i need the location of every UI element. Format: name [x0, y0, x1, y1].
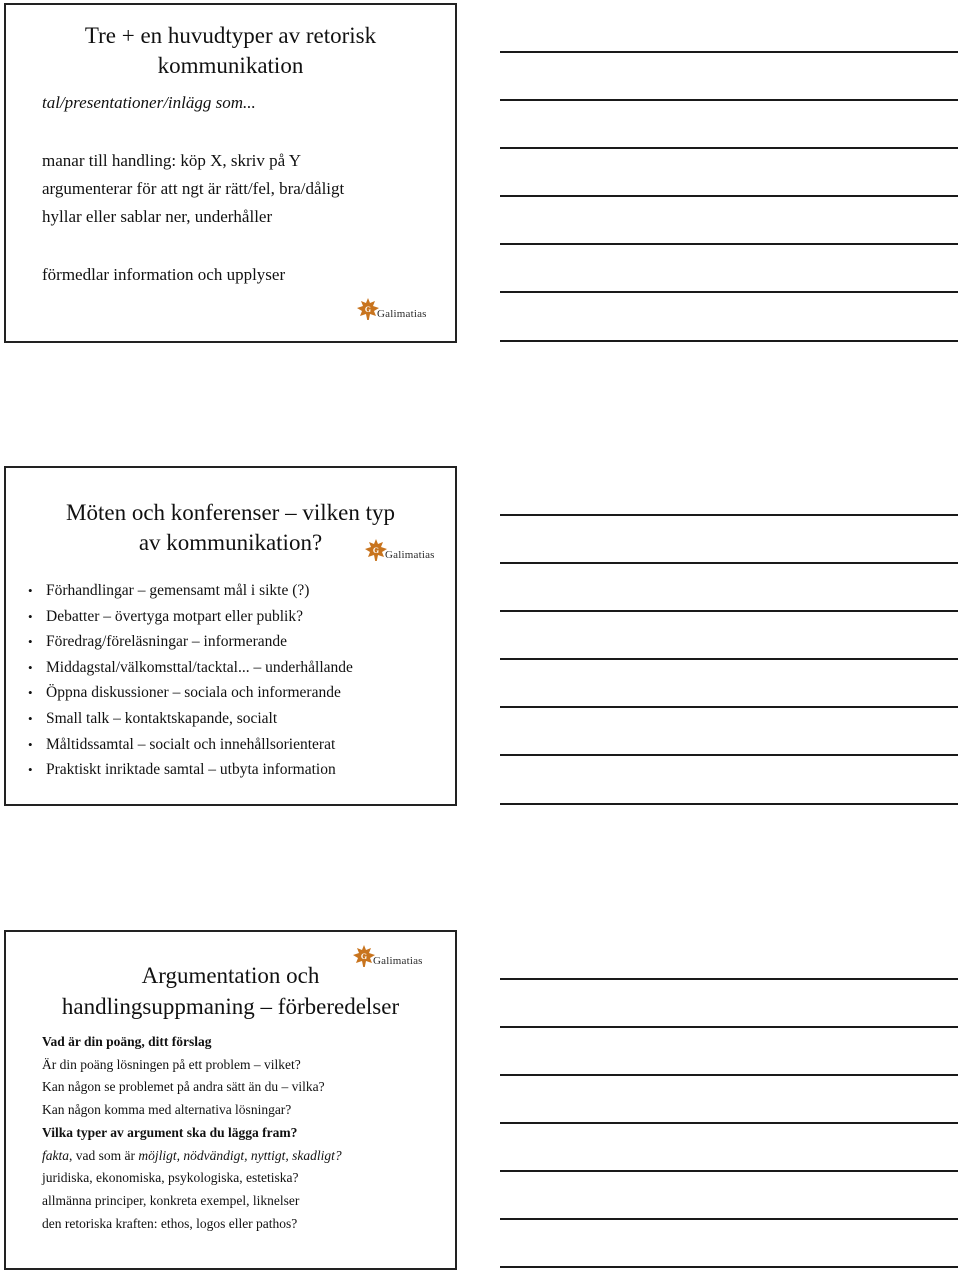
slide-3-line: Kan någon se problemet på andra sätt än du – vilka? [42, 1079, 325, 1094]
logo-text: Galimatias [373, 955, 423, 967]
slide-3-line: den retoriska kraften: ethos, logos eller pathos? [42, 1216, 298, 1231]
galimatias-logo [356, 297, 427, 321]
bullet-icon: • [28, 685, 33, 701]
svg-text:G: G [364, 305, 372, 314]
fakta-word: fakta [42, 1148, 69, 1163]
fakta-connector: , vad som är [69, 1148, 139, 1163]
note-line [500, 610, 958, 612]
slide-3-heading: Vilka typer av argument ska du lägga fram? [42, 1125, 298, 1140]
bullet-icon: • [28, 583, 33, 598]
list-item-text: Middagstal/välkomsttal/tacktal... – underhållande [46, 658, 353, 676]
slide-3-line: allmänna principer, konkreta exempel, liknelser [42, 1193, 300, 1208]
slide-3-line: juridiska, ekonomiska, psykologiska, estetiska? [42, 1170, 299, 1185]
slide-2-bullet-list [28, 578, 353, 783]
slide-1-title-line-1: Tre + en huvudtyper av retorisk [84, 23, 377, 48]
slide-3-heading: Vad är din poäng, ditt förslag [42, 1034, 212, 1049]
note-line [500, 706, 958, 708]
list-item-text: Måltidssamtal – socialt och innehållsorienterat [46, 735, 336, 753]
logo-text: Galimatias [385, 549, 435, 561]
svg-text:G: G [372, 546, 380, 555]
note-line [500, 291, 958, 293]
list-item-text: Öppna diskussioner – sociala och informerande [46, 684, 341, 702]
slide-1-line: argumenterar för att ngt är rätt/fel, bra/dåligt [42, 179, 345, 198]
bullet-icon: • [28, 634, 33, 650]
logo-text: Galimatias [377, 308, 427, 320]
list-item [28, 706, 353, 732]
note-line [500, 514, 958, 516]
list-item-text: Small talk – kontaktskapande, socialt [46, 709, 278, 727]
slide-3 [4, 930, 457, 1270]
note-line [500, 51, 958, 53]
bullet-icon: • [28, 659, 33, 675]
note-line [500, 658, 958, 660]
notes-area-1 [500, 3, 958, 343]
list-item [28, 629, 353, 655]
bullet-icon: • [28, 608, 33, 624]
list-item-text: Förhandlingar – gemensamt mål i sikte (?) [46, 582, 310, 599]
note-line [500, 1266, 958, 1268]
slide-3-title-line-1: Argumentation och [141, 963, 320, 988]
slide-3-line-fakta [42, 1148, 342, 1164]
svg-text:G: G [360, 952, 368, 961]
slide-2 [4, 466, 457, 806]
slide-3-title-line-2: handlingsuppmaning – förberedelser [61, 994, 400, 1019]
list-item [28, 757, 353, 783]
note-line [500, 1026, 958, 1028]
slide-1-line: manar till handling: köp X, skriv på Y [42, 151, 302, 170]
note-line [500, 99, 958, 101]
slide-1-line: hyllar eller sablar ner, underhåller [42, 207, 273, 226]
slide-1-title [6, 21, 455, 81]
notes-area-2 [500, 466, 958, 806]
note-line [500, 340, 958, 342]
bullet-icon: • [28, 710, 33, 726]
slide-3-line: Är din poäng lösningen på ett problem – vilket? [42, 1057, 301, 1072]
galimatias-logo [364, 538, 435, 562]
note-line [500, 1074, 958, 1076]
note-line [500, 243, 958, 245]
list-item [28, 732, 353, 758]
list-item-text: Praktiskt inriktade samtal – utbyta information [46, 761, 336, 779]
list-item [28, 655, 353, 681]
note-line [500, 1122, 958, 1124]
slide-1 [4, 3, 457, 343]
list-item-text: Föredrag/föreläsningar – informerande [46, 633, 288, 651]
list-item [28, 680, 353, 706]
note-line [500, 195, 958, 197]
notes-area-3 [500, 930, 958, 1270]
note-line [500, 562, 958, 564]
slide-1-subtitle: tal/presentationer/inlägg som... [42, 93, 256, 112]
bullet-icon: • [28, 762, 33, 778]
slide-3-title [6, 960, 455, 1022]
bullet-icon: • [28, 736, 33, 752]
slide-1-title-line-2: kommunikation [157, 53, 304, 78]
slide-2-title-line-2: av kommunikation? [138, 530, 323, 555]
slide-2-title-line-1: Möten och konferenser – vilken typ [66, 500, 395, 525]
note-line [500, 754, 958, 756]
slide-1-line: förmedlar information och upplyser [42, 265, 286, 284]
note-line [500, 978, 958, 980]
fakta-qualities: möjligt, nödvändigt, nyttigt, skadligt? [138, 1148, 342, 1163]
list-item-text: Debatter – övertyga motpart eller publik? [46, 607, 303, 625]
list-item [28, 578, 353, 604]
note-line [500, 1170, 958, 1172]
note-line [500, 803, 958, 805]
note-line [500, 147, 958, 149]
note-line [500, 1218, 958, 1220]
list-item [28, 604, 353, 630]
slide-3-line: Kan någon komma med alternativa lösningar? [42, 1102, 292, 1117]
